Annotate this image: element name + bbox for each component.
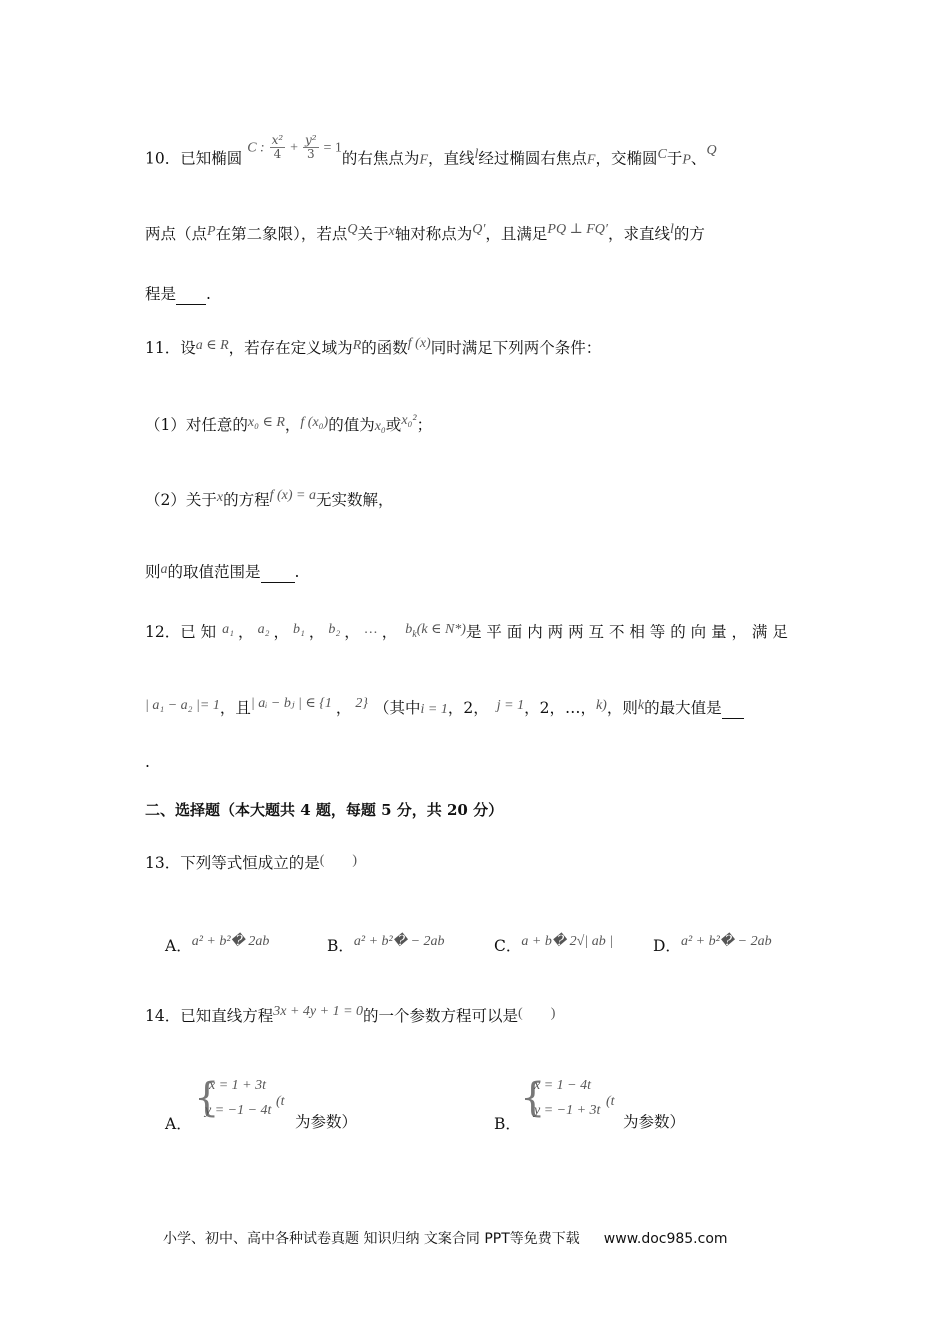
math: R bbox=[352, 338, 362, 353]
text: 已知直线方程 bbox=[180, 1007, 274, 1025]
text: 、 bbox=[690, 149, 707, 168]
math: Q bbox=[706, 142, 717, 158]
text: 的一个参数方程可以是 bbox=[363, 1007, 519, 1025]
text: 已知椭圆 bbox=[180, 149, 243, 168]
text: ，直线 bbox=[428, 149, 475, 168]
option-math: a² + b²� 2ab bbox=[191, 934, 270, 949]
q11-ask bbox=[145, 562, 299, 584]
text: 则 bbox=[145, 563, 161, 581]
q12-line2 bbox=[145, 698, 744, 720]
text: 关于 bbox=[357, 225, 389, 243]
text: （其中 bbox=[374, 699, 421, 717]
text: ，且 bbox=[219, 699, 251, 717]
q14-number: 14． bbox=[145, 1007, 181, 1025]
system-line: x = 1 − 4t bbox=[534, 1078, 591, 1093]
math: x bbox=[216, 490, 224, 505]
text: ，2，…， bbox=[524, 699, 596, 717]
q13-number: 13． bbox=[145, 854, 181, 872]
q10-line3 bbox=[145, 284, 211, 305]
text: （2）关于 bbox=[145, 491, 217, 509]
fraction-num: x² bbox=[271, 133, 284, 147]
param-t: (t bbox=[606, 1094, 615, 1109]
text: 轴对称点为 bbox=[394, 225, 473, 243]
option-label: A． bbox=[165, 937, 192, 955]
section-heading: 二、选择题（本大题共 4 题，每题 5 分，共 20 分） bbox=[145, 801, 504, 819]
option-label: C． bbox=[494, 937, 522, 955]
text: ， bbox=[344, 623, 360, 641]
text: 的函数 bbox=[361, 339, 408, 357]
q10-line1 bbox=[145, 133, 717, 173]
q10-number: 10． bbox=[145, 149, 181, 168]
math: F bbox=[586, 152, 596, 168]
text: 的取值范围是 bbox=[167, 563, 261, 581]
math: f (x) = a bbox=[269, 488, 316, 503]
q11-cond1 bbox=[145, 415, 432, 437]
option-math: a² + b²� − 2ab bbox=[680, 934, 772, 949]
text: 同时满足下列两个条件： bbox=[430, 339, 602, 357]
text: 程是 bbox=[145, 285, 177, 303]
math: x bbox=[388, 224, 395, 239]
text: 的值为 bbox=[328, 416, 375, 434]
page-footer bbox=[163, 1228, 728, 1248]
math: | aᵢ − bⱼ | ∈ {1 bbox=[250, 696, 332, 711]
math: b₁ bbox=[292, 622, 305, 637]
math: a bbox=[160, 562, 168, 577]
math: Q′ bbox=[472, 222, 486, 237]
answer-blank[interactable] bbox=[722, 698, 744, 719]
math: l bbox=[474, 146, 479, 162]
fraction-den: 3 bbox=[306, 147, 315, 161]
math: C : bbox=[247, 140, 265, 156]
math: PQ ⊥ FQ′ bbox=[547, 222, 608, 237]
option-label: B． bbox=[327, 937, 354, 955]
system-line: y = −1 + 3t bbox=[534, 1103, 601, 1118]
math: f (x₀) bbox=[300, 415, 329, 430]
fraction-den: 4 bbox=[273, 147, 282, 161]
text: 是 平 面 内 两 两 互 不 相 等 的 向 量 ， 满 足 bbox=[465, 623, 788, 641]
answer-blank[interactable] bbox=[261, 562, 295, 583]
fraction-num: y² bbox=[304, 133, 317, 147]
q13-option-d[interactable] bbox=[653, 934, 772, 956]
math: a₁ bbox=[222, 622, 235, 637]
math: 2} bbox=[355, 696, 368, 711]
q11-cond2 bbox=[145, 490, 394, 512]
option-label: D． bbox=[653, 937, 681, 955]
system-line: y = −1 − 4t bbox=[205, 1103, 272, 1118]
text: ，求直线 bbox=[607, 225, 670, 243]
math: F bbox=[419, 152, 428, 168]
text: 两点（点 bbox=[145, 225, 208, 243]
math: = 1 bbox=[323, 140, 342, 156]
answer-paren: ( ) bbox=[518, 1006, 556, 1021]
math: i = 1 bbox=[420, 702, 448, 717]
text: 的方 bbox=[673, 225, 705, 243]
param-t: (t bbox=[276, 1094, 285, 1109]
q12-line3 bbox=[145, 752, 150, 772]
text: . bbox=[145, 753, 150, 771]
text: ； bbox=[416, 416, 433, 434]
text: ， bbox=[381, 623, 398, 641]
text: 无实数解， bbox=[315, 491, 394, 509]
math: b₂ bbox=[328, 622, 341, 637]
q11-number: 11． bbox=[145, 339, 181, 357]
math: x₀ ∈ R bbox=[247, 415, 285, 430]
math: b bbox=[405, 622, 413, 637]
math: 3x + 4y + 1 = 0 bbox=[273, 1004, 364, 1019]
answer-paren: ( ) bbox=[319, 853, 358, 868]
text: 设 bbox=[180, 339, 196, 357]
math: k) bbox=[595, 698, 607, 713]
ellipse-equation bbox=[247, 134, 342, 161]
q10-line2 bbox=[145, 224, 705, 246]
q13-option-c[interactable] bbox=[494, 934, 613, 956]
answer-blank[interactable] bbox=[176, 284, 206, 305]
math: k bbox=[637, 698, 645, 713]
q12-line1 bbox=[145, 622, 807, 649]
text: 的方程 bbox=[223, 491, 270, 509]
system-line: x = 1 + 3t bbox=[209, 1078, 266, 1093]
math: | a₁ − a₂ |= 1 bbox=[145, 698, 220, 713]
fraction-y bbox=[303, 134, 319, 161]
q13-option-b[interactable] bbox=[327, 934, 445, 956]
text: ，若存在定义域为 bbox=[228, 339, 353, 357]
math: (k ∈ N*) bbox=[416, 622, 466, 637]
q13-option-a[interactable] bbox=[165, 934, 269, 956]
text: 在第二象限），若点 bbox=[215, 225, 348, 243]
text: . bbox=[206, 285, 211, 303]
math: P bbox=[682, 152, 691, 168]
math: P bbox=[207, 224, 216, 239]
q11-line1 bbox=[145, 338, 601, 360]
option-math: a² + b²� − 2ab bbox=[353, 934, 445, 949]
text: 的右焦点为 bbox=[341, 149, 420, 168]
math: x₀² bbox=[401, 413, 417, 428]
brace-icon: { bbox=[194, 1075, 220, 1121]
text: . bbox=[294, 563, 300, 581]
param-note: 为参数） bbox=[623, 1113, 686, 1131]
text: 于 bbox=[666, 149, 683, 168]
q13-stem bbox=[145, 853, 357, 875]
text: ，2， bbox=[447, 699, 489, 717]
math: j = 1 bbox=[496, 698, 525, 713]
text: ， bbox=[335, 699, 352, 717]
text: ，且满足 bbox=[485, 225, 548, 243]
math: l bbox=[670, 222, 674, 237]
text: 经过椭圆右焦点 bbox=[478, 149, 587, 168]
q12-number: 12． bbox=[145, 623, 181, 641]
q14-stem bbox=[145, 1006, 555, 1028]
option-label: A． bbox=[165, 1115, 192, 1133]
math: + bbox=[290, 140, 299, 156]
math: a₂ bbox=[257, 622, 270, 637]
brace-icon: { bbox=[520, 1075, 546, 1121]
math-sub: k bbox=[412, 628, 417, 640]
math: C bbox=[657, 146, 667, 162]
text: ， bbox=[284, 416, 301, 434]
math: a ∈ R bbox=[195, 338, 229, 353]
footer-url[interactable]: www.doc985.com bbox=[603, 1231, 728, 1247]
text: 或 bbox=[385, 416, 402, 434]
math: x₀ bbox=[374, 419, 386, 434]
text: 的最大值是 bbox=[644, 699, 722, 717]
math-bk bbox=[405, 622, 466, 640]
param-note: 为参数） bbox=[295, 1113, 358, 1131]
footer-text: 小学、初中、高中各种试卷真题 知识归纳 文案合同 PPT等免费下载 bbox=[163, 1231, 580, 1247]
text: 已 知 bbox=[180, 623, 217, 641]
text: 下列等式恒成立的是 bbox=[180, 854, 320, 872]
fraction-x bbox=[270, 134, 286, 161]
text: ， bbox=[273, 623, 289, 641]
text: ，则 bbox=[606, 699, 638, 717]
math: f (x) bbox=[407, 336, 431, 351]
text: ，交椭圆 bbox=[595, 149, 658, 168]
math: Q bbox=[347, 222, 358, 237]
text: （1）对任意的 bbox=[145, 416, 248, 434]
option-math: a + b� 2√| ab | bbox=[521, 934, 614, 949]
option-label: B． bbox=[494, 1115, 521, 1133]
math: … bbox=[363, 622, 378, 637]
text: ， bbox=[238, 623, 254, 641]
text: ， bbox=[308, 623, 325, 641]
